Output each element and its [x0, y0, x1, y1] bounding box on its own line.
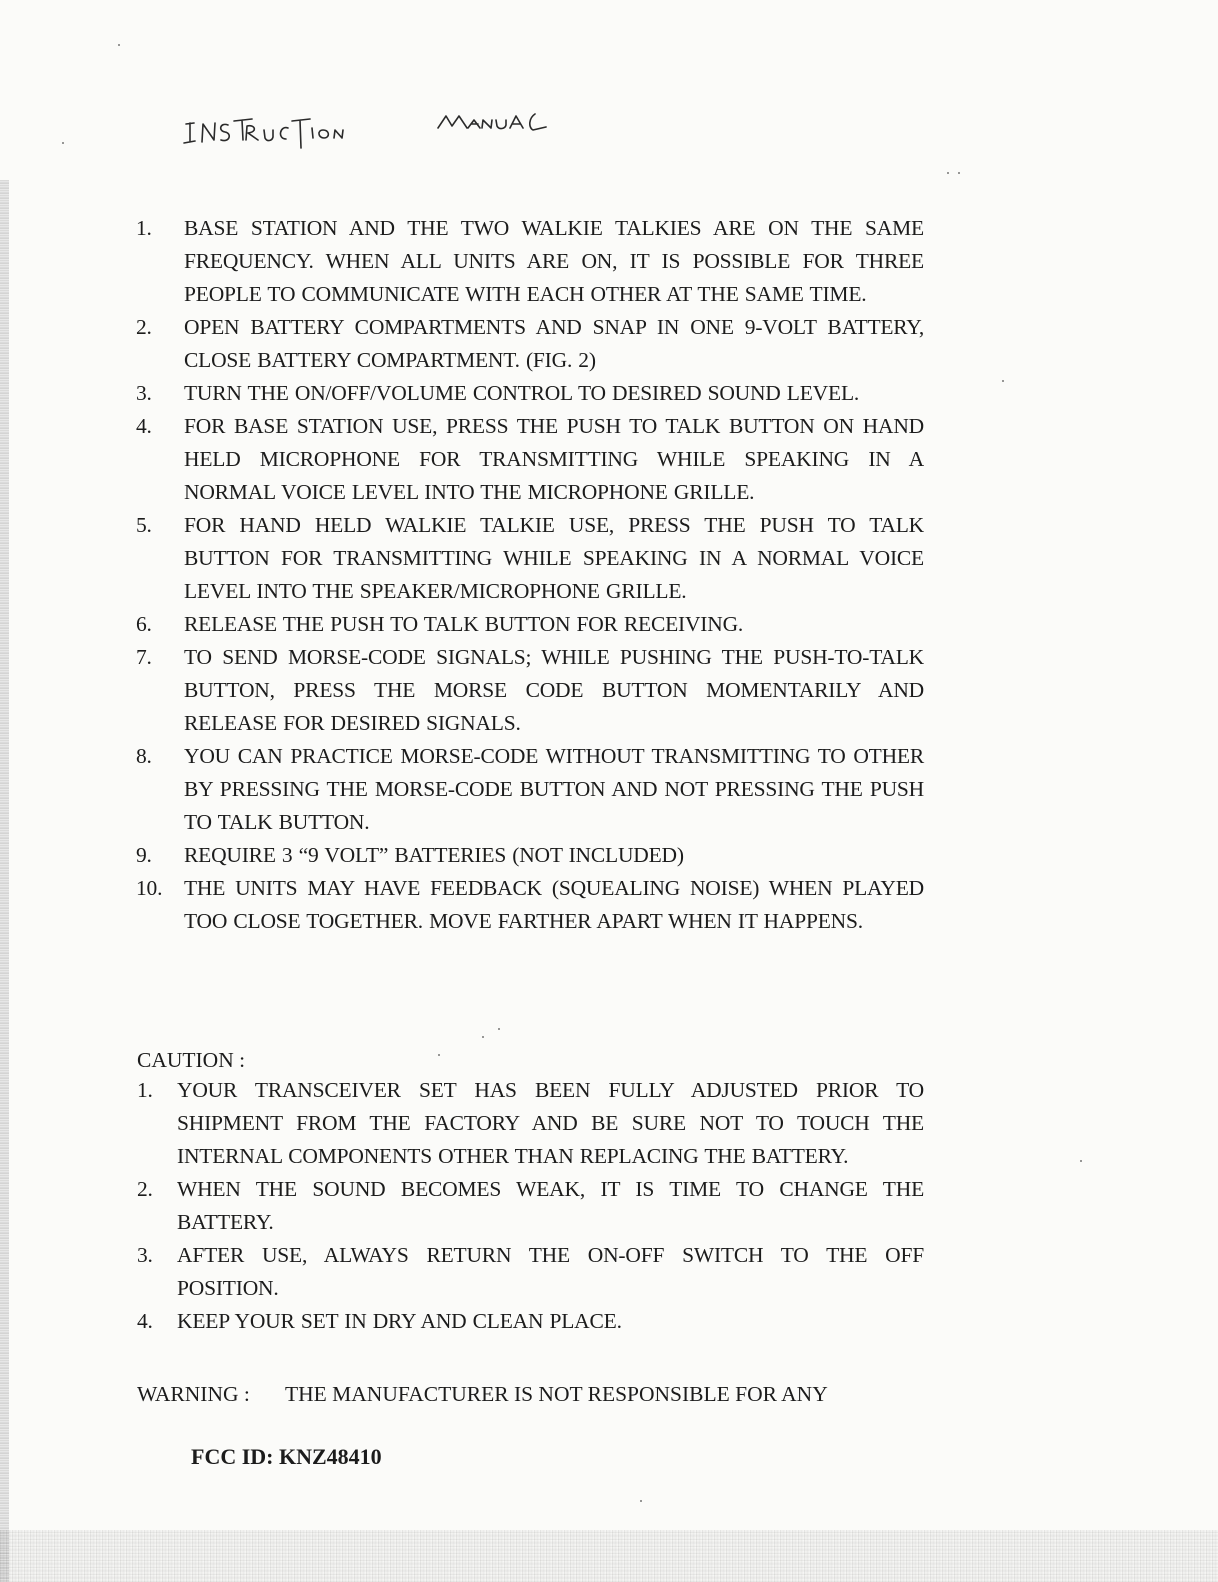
- caution-item: [137, 1305, 924, 1338]
- item-text: AFTER USE, ALWAYS RETURN THE ON-OFF SWITCH TO THE OFF POSITION.: [177, 1243, 924, 1300]
- item-text: YOUR TRANSCEIVER SET HAS BEEN FULLY ADJUSTED PRIOR TO SHIPMENT FROM THE FACTORY AND BE SURE NOT TO TOUCH THE INTERNAL COMPONENTS OTHER THAN REPLACING THE BATTERY.: [177, 1078, 924, 1168]
- scan-speck: [958, 172, 960, 174]
- handwritten-title: [180, 102, 600, 152]
- item-number: 8.: [136, 744, 152, 768]
- caution-item: [137, 1074, 924, 1173]
- item-number: 6.: [136, 612, 152, 636]
- item-text: FOR HAND HELD WALKIE TALKIE USE, PRESS THE PUSH TO TALK BUTTON FOR TRANSMITTING WHILE SPEAKING IN A NORMAL VOICE LEVEL INTO THE SPEAKER/MICROPHONE GRILLE.: [184, 513, 924, 603]
- item-number: 1.: [136, 216, 152, 240]
- item-number: 2.: [137, 1177, 153, 1201]
- instruction-item: [136, 641, 924, 740]
- item-number: 10.: [136, 876, 163, 900]
- scan-speck: [947, 172, 949, 174]
- scan-speck: [498, 1028, 500, 1030]
- instruction-item: [136, 311, 924, 377]
- item-text: OPEN BATTERY COMPARTMENTS AND SNAP IN ONE 9-VOLT BATTERY, CLOSE BATTERY COMPARTMENT. (FIG. 2): [184, 315, 924, 372]
- caution-heading: CAUTION :: [137, 1048, 246, 1072]
- instruction-item: [136, 740, 924, 839]
- handwritten-title-drawing: [180, 102, 600, 152]
- fcc-id: FCC ID: KNZ48410: [191, 1444, 382, 1469]
- item-number: 3.: [137, 1243, 153, 1267]
- caution-item: [137, 1173, 924, 1239]
- scan-speck: [438, 1054, 440, 1056]
- item-text: KEEP YOUR SET IN DRY AND CLEAN PLACE.: [177, 1309, 622, 1333]
- item-text: REQUIRE 3 “9 VOLT” BATTERIES (NOT INCLUDED): [184, 843, 684, 867]
- item-number: 1.: [137, 1078, 153, 1102]
- scan-speck: [62, 142, 64, 144]
- item-text: THE UNITS MAY HAVE FEEDBACK (SQUEALING NOISE) WHEN PLAYED TOO CLOSE TOGETHER. MOVE FARTHER APART WHEN IT HAPPENS.: [184, 876, 924, 933]
- warning-line: [137, 1378, 828, 1411]
- scan-speck: [482, 1036, 484, 1038]
- item-text: BASE STATION AND THE TWO WALKIE TALKIES ARE ON THE SAME FREQUENCY. WHEN ALL UNITS ARE ON, IT IS POSSIBLE FOR THREE PEOPLE TO COMMUNICATE WITH EACH OTHER AT THE SAME TIME.: [184, 216, 924, 306]
- item-text: FOR BASE STATION USE, PRESS THE PUSH TO TALK BUTTON ON HAND HELD MICROPHONE FOR TRANSMITTING WHILE SPEAKING IN A NORMAL VOICE LEVEL INTO THE MICROPHONE GRILLE.: [184, 414, 924, 504]
- instruction-list: [136, 212, 924, 938]
- item-number: 2.: [136, 315, 152, 339]
- item-number: 7.: [136, 645, 152, 669]
- caution-item: [137, 1239, 924, 1305]
- item-text: TURN THE ON/OFF/VOLUME CONTROL TO DESIRED SOUND LEVEL.: [184, 381, 860, 405]
- scan-edge-artifact: [0, 180, 9, 1582]
- item-number: 5.: [136, 513, 152, 537]
- instruction-item: [136, 377, 924, 410]
- instruction-item: [136, 410, 924, 509]
- scan-speck: [1002, 380, 1004, 382]
- warning-text: THE MANUFACTURER IS NOT RESPONSIBLE FOR ANY: [285, 1382, 828, 1406]
- warning-label: WARNING :: [137, 1382, 250, 1406]
- instruction-item: [136, 839, 924, 872]
- scan-speck: [118, 44, 120, 46]
- instruction-item: [136, 872, 924, 938]
- scan-noise-band: [0, 1530, 1218, 1582]
- item-text: WHEN THE SOUND BECOMES WEAK, IT IS TIME TO CHANGE THE BATTERY.: [177, 1177, 924, 1234]
- item-text: RELEASE THE PUSH TO TALK BUTTON FOR RECEIVING.: [184, 612, 744, 636]
- item-text: TO SEND MORSE-CODE SIGNALS; WHILE PUSHING THE PUSH-TO-TALK BUTTON, PRESS THE MORSE CODE BUTTON MOMENTARILY AND RELEASE FOR DESIRED SIGNALS.: [184, 645, 924, 735]
- caution-list: [137, 1074, 924, 1338]
- item-number: 3.: [136, 381, 152, 405]
- item-number: 4.: [137, 1309, 153, 1333]
- instruction-item: [136, 212, 924, 311]
- item-text: YOU CAN PRACTICE MORSE-CODE WITHOUT TRANSMITTING TO OTHER BY PRESSING THE MORSE-CODE BUTTON AND NOT PRESSING THE PUSH TO TALK BUTTON.: [184, 744, 924, 834]
- instruction-item: [136, 608, 924, 641]
- scan-speck: [1080, 1160, 1082, 1162]
- scan-speck: [640, 1500, 642, 1502]
- item-number: 9.: [136, 843, 152, 867]
- instruction-item: [136, 509, 924, 608]
- item-number: 4.: [136, 414, 152, 438]
